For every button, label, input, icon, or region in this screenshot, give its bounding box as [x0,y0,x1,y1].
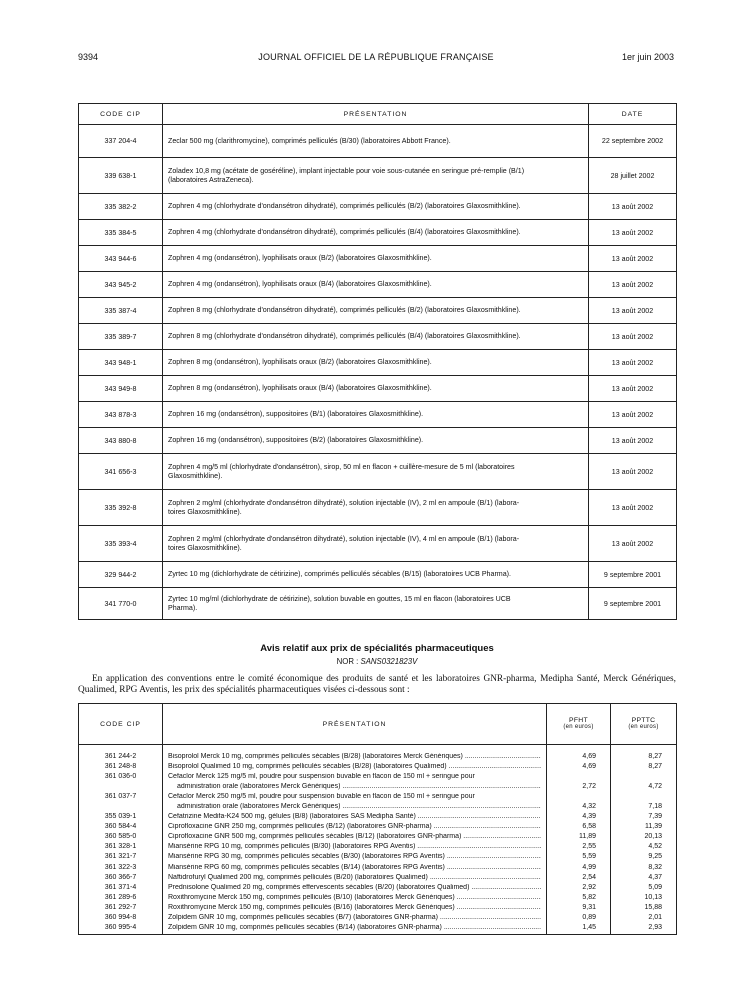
column-header-presentation: PRÉSENTATION [163,704,547,745]
presentation-line: Pharma). [168,603,198,612]
cip-code: 361 371-4 [79,882,163,892]
table-header-row [79,104,677,125]
presentation-cell [163,862,547,872]
page-header [78,52,674,66]
cip-code: 361 292-7 [79,902,163,912]
cip-code: 355 039-1 [79,812,163,822]
presentation-cell [163,588,589,620]
ppttc-cell: 8,27 [611,761,677,771]
column-header-code: CODE CIP [79,104,163,125]
ppttc-cell: 7,18 [611,801,677,811]
table-row [79,822,677,832]
presentation-line: Zophren 16 mg (ondansétron), suppositoires (B/2) (laboratoires Glaxosmithkline). [168,436,424,445]
pfht-cell: 11,89 [547,832,611,842]
pfht-cell: 6,58 [547,822,611,832]
presentation-line: Zoladex 10,8 mg (acétate de goséréline), implant injectable pour voie sous-cutanée en seringue pré-remplie (B/1) [168,167,525,175]
presentation-cell [163,490,589,526]
table-row [79,801,677,811]
presentation-cell [163,402,589,428]
ppttc-cell: 8,32 [611,862,677,872]
ppttc-cell: 11,39 [611,822,677,832]
cip-code: 360 584-4 [79,822,163,832]
presentation-date-table [78,103,677,620]
presentation-line: Naftidrofuryl Qualimed 200 mg, comprimés pelliculés (B/20) (laboratoires Qualimed) ..... [168,874,541,883]
presentation-line: Zophren 4 mg (ondansétron), lyophilisats oraux (B/4) (laboratoires Glaxosmithkline). [168,280,432,289]
presentation-line: Zophren 4 mg (ondansétron), lyophilisats oraux (B/2) (laboratoires Glaxosmithkline). [168,254,432,263]
table-row [79,272,677,298]
presentation-cell [163,832,547,842]
ppttc-cell: 9,25 [611,852,677,862]
ppttc-cell: 4,72 [611,781,677,791]
ppttc-cell: 7,39 [611,812,677,822]
date-cell: 13 août 2002 [589,298,677,324]
presentation-line: Zophren 4 mg/5 ml (chlorhydrate d'ondansétron), sirop, 50 ml en flacon + cuillère-mesure de 5 ml (laboratoires [168,463,515,471]
table-row [79,902,677,912]
table-row [79,842,677,852]
table-row [79,791,677,801]
presentation-cell [163,812,547,822]
cip-code: 335 382-2 [79,194,163,220]
cip-code: 343 945-2 [79,272,163,298]
presentation-cell [163,902,547,912]
price-table [78,703,677,935]
date-cell: 9 septembre 2001 [589,588,677,620]
pfht-cell [547,791,611,801]
cip-code: 343 880-8 [79,428,163,454]
date-cell: 13 août 2002 [589,350,677,376]
presentation-cell [163,913,547,923]
presentation-cell [163,194,589,220]
pfht-cell: 4,69 [547,761,611,771]
date-cell: 13 août 2002 [589,526,677,562]
pfht-cell: 2,54 [547,872,611,882]
presentation-cell [163,428,589,454]
cip-code [79,801,163,811]
table-row [79,562,677,588]
presentation-cell [163,324,589,350]
presentation-line: Cefatrizine Medifa-K24 500 mg, gélules (B/8) (laboratoires SAS Medipha Santé) ..... [168,813,541,822]
presentation-line: Ciprofloxacine GNR 500 mg, comprimés pelliculés sécables (B/12) (laboratoires GNR-pharma) ..... [168,833,541,842]
table-header-row [79,704,677,745]
cip-code [79,781,163,791]
ppttc-cell: 2,93 [611,923,677,935]
table-row [79,913,677,923]
cip-code: 361 244-2 [79,745,163,762]
ppttc-cell: 20,13 [611,832,677,842]
pfht-cell: 1,45 [547,923,611,935]
presentation-line: Cefaclor Merck 125 mg/5 ml, poudre pour suspension buvable en flacon de 150 ml + seringue pour [168,772,475,780]
cip-code: 361 328-1 [79,842,163,852]
presentation-line: Zyrtec 10 mg/ml (dichlorhydrate de cétirizine), solution buvable en gouttes, 15 ml en flacon (laboratoires UCB [168,595,511,603]
presentation-cell [163,771,547,781]
column-header-code: CODE CIP [79,704,163,745]
table-row [79,376,677,402]
presentation-line: toires Glaxosmithkline). [168,543,242,552]
presentation-cell [163,298,589,324]
presentation-cell [163,350,589,376]
table-row [79,771,677,781]
presentation-cell [163,892,547,902]
table-row [79,125,677,158]
pfht-cell: 4,69 [547,745,611,762]
presentation-cell [163,882,547,892]
cip-code: 337 204-4 [79,125,163,158]
cip-code: 343 944-6 [79,246,163,272]
presentation-cell [163,125,589,158]
date-cell: 9 septembre 2001 [589,562,677,588]
date-cell: 13 août 2002 [589,324,677,350]
cip-code: 335 392-8 [79,490,163,526]
column-header-ppttc [611,704,677,745]
presentation-cell [163,761,547,771]
cip-code: 341 656-3 [79,454,163,490]
presentation-cell [163,791,547,801]
presentation-line: Zophren 16 mg (ondansétron), suppositoires (B/1) (laboratoires Glaxosmithkline). [168,410,424,419]
presentation-cell [163,822,547,832]
nor-code: SANS0321823V [360,657,418,666]
presentation-line: Miansérine RPG 10 mg, comprimés pelliculés (B/30) (laboratoires RPG Aventis) ..... [168,843,541,852]
presentation-line: Roxithromycine Merck 150 mg, comprimés pelliculés (B/16) (laboratoires Merck Génériques) ..... [168,904,541,913]
pfht-cell: 2,92 [547,882,611,892]
table-row [79,220,677,246]
table-row [79,298,677,324]
cip-code: 339 638-1 [79,158,163,194]
date-cell: 28 juillet 2002 [589,158,677,194]
presentation-cell [163,745,547,762]
presentation-line: Bisoprolol Qualimed 10 mg, comprimés pelliculés sécables (B/28) (laboratoires Qualimed) ..... [168,763,541,772]
date-cell: 13 août 2002 [589,376,677,402]
presentation-line: Cefaclor Merck 250 mg/5 ml, poudre pour suspension buvable en flacon de 150 ml + seringue pour [168,792,475,800]
presentation-line: administration orale (laboratoires Merck Génériques) ..... [168,803,541,812]
pfht-cell: 5,82 [547,892,611,902]
table-row [79,454,677,490]
ppttc-unit: (en euros) [628,724,659,730]
ppttc-cell: 4,52 [611,842,677,852]
pfht-cell: 4,99 [547,862,611,872]
presentation-line: Prednisolone Qualimed 20 mg, comprimés effervescents sécables (B/20) (laboratoires Qualimed) ..... [168,884,541,893]
issue-date: 1er juin 2003 [621,52,674,62]
presentation-line: Bisoprolol Merck 10 mg, comprimés pelliculés sécables (B/28) (laboratoires Merck Génériques) ..... [168,753,541,762]
table-row [79,923,677,935]
date-cell: 13 août 2002 [589,194,677,220]
cip-code: 341 770-0 [79,588,163,620]
date-cell: 13 août 2002 [589,272,677,298]
cip-code: 361 248-8 [79,761,163,771]
presentation-cell [163,220,589,246]
table-row [79,862,677,872]
table-row [79,588,677,620]
presentation-line: Zophren 8 mg (ondansétron), lyophilisats oraux (B/4) (laboratoires Glaxosmithkline). [168,384,432,393]
table-row [79,745,677,762]
table-row [79,832,677,842]
cip-code: 329 944-2 [79,562,163,588]
date-cell: 13 août 2002 [589,220,677,246]
table-row [79,812,677,822]
date-cell: 13 août 2002 [589,454,677,490]
presentation-line: Zophren 8 mg (ondansétron), lyophilisats oraux (B/2) (laboratoires Glaxosmithkline). [168,358,432,367]
presentation-line: Zophren 4 mg (chlorhydrate d'ondansétron dihydraté), comprimés pelliculés (B/4) (laboratoires Glaxosmithkline). [168,228,521,237]
cip-code: 361 036-0 [79,771,163,781]
pfht-cell: 9,31 [547,902,611,912]
cip-code: 343 948-1 [79,350,163,376]
table-row [79,882,677,892]
ppttc-cell: 8,27 [611,745,677,762]
table-row [79,526,677,562]
presentation-cell [163,158,589,194]
presentation-line: (laboratoires AstraZeneca). [168,175,254,184]
cip-code: 335 393-4 [79,526,163,562]
pfht-cell: 2,55 [547,842,611,852]
cip-code: 360 994-8 [79,913,163,923]
date-cell: 13 août 2002 [589,246,677,272]
presentation-line: Zolpidem GNR 10 mg, comprimés pelliculés sécables (B/14) (laboratoires GNR-pharma) ..... [168,924,541,933]
pfht-cell: 5,59 [547,852,611,862]
table-row [79,428,677,454]
presentation-cell [163,526,589,562]
column-header-date: DATE [589,104,677,125]
date-cell: 13 août 2002 [589,490,677,526]
ppttc-cell [611,791,677,801]
cip-code: 360 366-7 [79,872,163,882]
cip-code: 335 389-7 [79,324,163,350]
table-row [79,402,677,428]
table-row [79,852,677,862]
presentation-cell [163,923,547,935]
presentation-line: Roxithromycine Merck 150 mg, comprimés pelliculés (B/10) (laboratoires Merck Génériques) ..... [168,894,541,903]
cip-code: 361 322-3 [79,862,163,872]
section-title: Avis relatif aux prix de spécialités pharmaceutiques [260,643,494,654]
presentation-line: Ciprofloxacine GNR 250 mg, comprimés pelliculés (B/12) (laboratoires GNR-pharma) ..... [168,823,541,832]
presentation-line: Zophren 8 mg (chlorhydrate d'ondansétron dihydraté), comprimés pelliculés (B/4) (laboratoires Glaxosmithkline). [168,332,521,341]
presentation-line: Miansérine RPG 30 mg, comprimés pelliculés sécables (B/30) (laboratoires RPG Aventis) ..... [168,853,541,862]
pfht-label: PFHT [569,716,588,724]
presentation-line: Zolpidem GNR 10 mg, comprimés pelliculés sécables (B/7) (laboratoires GNR-pharma) ..... [168,914,541,923]
cip-code: 361 037-7 [79,791,163,801]
intro-paragraph: En application des conventions entre le comité économique des produits de santé et les laboratoires GNR-pharma, Medipha Santé, Merck Génériques, Qualimed, RPG Aventis, les prix des spécialités pharmaceutiques visées ci-dessous sont : [78,674,676,695]
table-row [79,324,677,350]
pfht-cell: 0,89 [547,913,611,923]
ppttc-cell: 5,09 [611,882,677,892]
presentation-cell [163,376,589,402]
presentation-cell [163,781,547,791]
date-cell: 13 août 2002 [589,402,677,428]
ppttc-cell [611,771,677,781]
pfht-cell [547,771,611,781]
presentation-cell [163,801,547,811]
ppttc-cell: 10,13 [611,892,677,902]
pfht-cell: 4,39 [547,812,611,822]
journal-title: JOURNAL OFFICIEL DE LA RÉPUBLIQUE FRANÇAISE [258,52,494,62]
table-row [79,781,677,791]
table-row [79,246,677,272]
date-cell: 13 août 2002 [589,428,677,454]
table-row [79,490,677,526]
ppttc-cell: 2,01 [611,913,677,923]
table-row [79,872,677,882]
column-header-presentation: PRÉSENTATION [163,104,589,125]
pfht-unit: (en euros) [563,724,594,730]
presentation-cell [163,852,547,862]
nor-reference [78,657,676,666]
pfht-cell: 4,32 [547,801,611,811]
page-number: 9394 [78,52,99,62]
cip-code: 335 384-5 [79,220,163,246]
table-row [79,158,677,194]
ppttc-cell: 4,37 [611,872,677,882]
cip-code: 343 878-3 [79,402,163,428]
cip-code: 360 995-4 [79,923,163,935]
presentation-line: Zophren 2 mg/ml (chlorhydrate d'ondansétron dihydraté), solution injectable (IV), 2 ml en ampoule (B/1) (labora- [168,499,520,507]
table-row [79,761,677,771]
date-cell: 22 septembre 2002 [589,125,677,158]
presentation-line: toires Glaxosmithkline). [168,507,242,516]
presentation-line: Glaxosmithkline). [168,471,223,480]
cip-code: 360 585-0 [79,832,163,842]
ppttc-label: PPTTC [631,716,656,724]
cip-code: 343 949-8 [79,376,163,402]
pfht-cell: 2,72 [547,781,611,791]
presentation-cell [163,246,589,272]
presentation-cell [163,454,589,490]
presentation-cell [163,872,547,882]
presentation-line: Zyrtec 10 mg (dichlorhydrate de cétirizine), comprimés pelliculés sécables (B/15) (laboratoires UCB Pharma). [168,570,511,579]
table-row [79,194,677,220]
cip-code: 361 289-6 [79,892,163,902]
table-row [79,350,677,376]
presentation-line: Zophren 2 mg/ml (chlorhydrate d'ondansétron dihydraté), solution injectable (IV), 4 ml en ampoule (B/1) (labora- [168,535,520,543]
presentation-line: administration orale (laboratoires Merck Génériques) ..... [168,783,541,792]
presentation-cell [163,272,589,298]
presentation-line: Miansérine RPG 60 mg, comprimés pelliculés sécables (B/14) (laboratoires RPG Aventis) ..... [168,864,541,873]
presentation-cell [163,842,547,852]
nor-label: NOR : [336,657,359,666]
presentation-line: Zeclar 500 mg (clarithromycine), comprimés pelliculés (B/30) (laboratoires Abbott France). [168,136,451,145]
cip-code: 335 387-4 [79,298,163,324]
cip-code: 361 321-7 [79,852,163,862]
table-row [79,892,677,902]
ppttc-cell: 15,88 [611,902,677,912]
presentation-line: Zophren 8 mg (chlorhydrate d'ondansétron dihydraté), comprimés pelliculés (B/2) (laboratoires Glaxosmithkline). [168,306,521,315]
presentation-cell [163,562,589,588]
column-header-pfht [547,704,611,745]
presentation-line: Zophren 4 mg (chlorhydrate d'ondansétron dihydraté), comprimés pelliculés (B/2) (laboratoires Glaxosmithkline). [168,202,521,211]
